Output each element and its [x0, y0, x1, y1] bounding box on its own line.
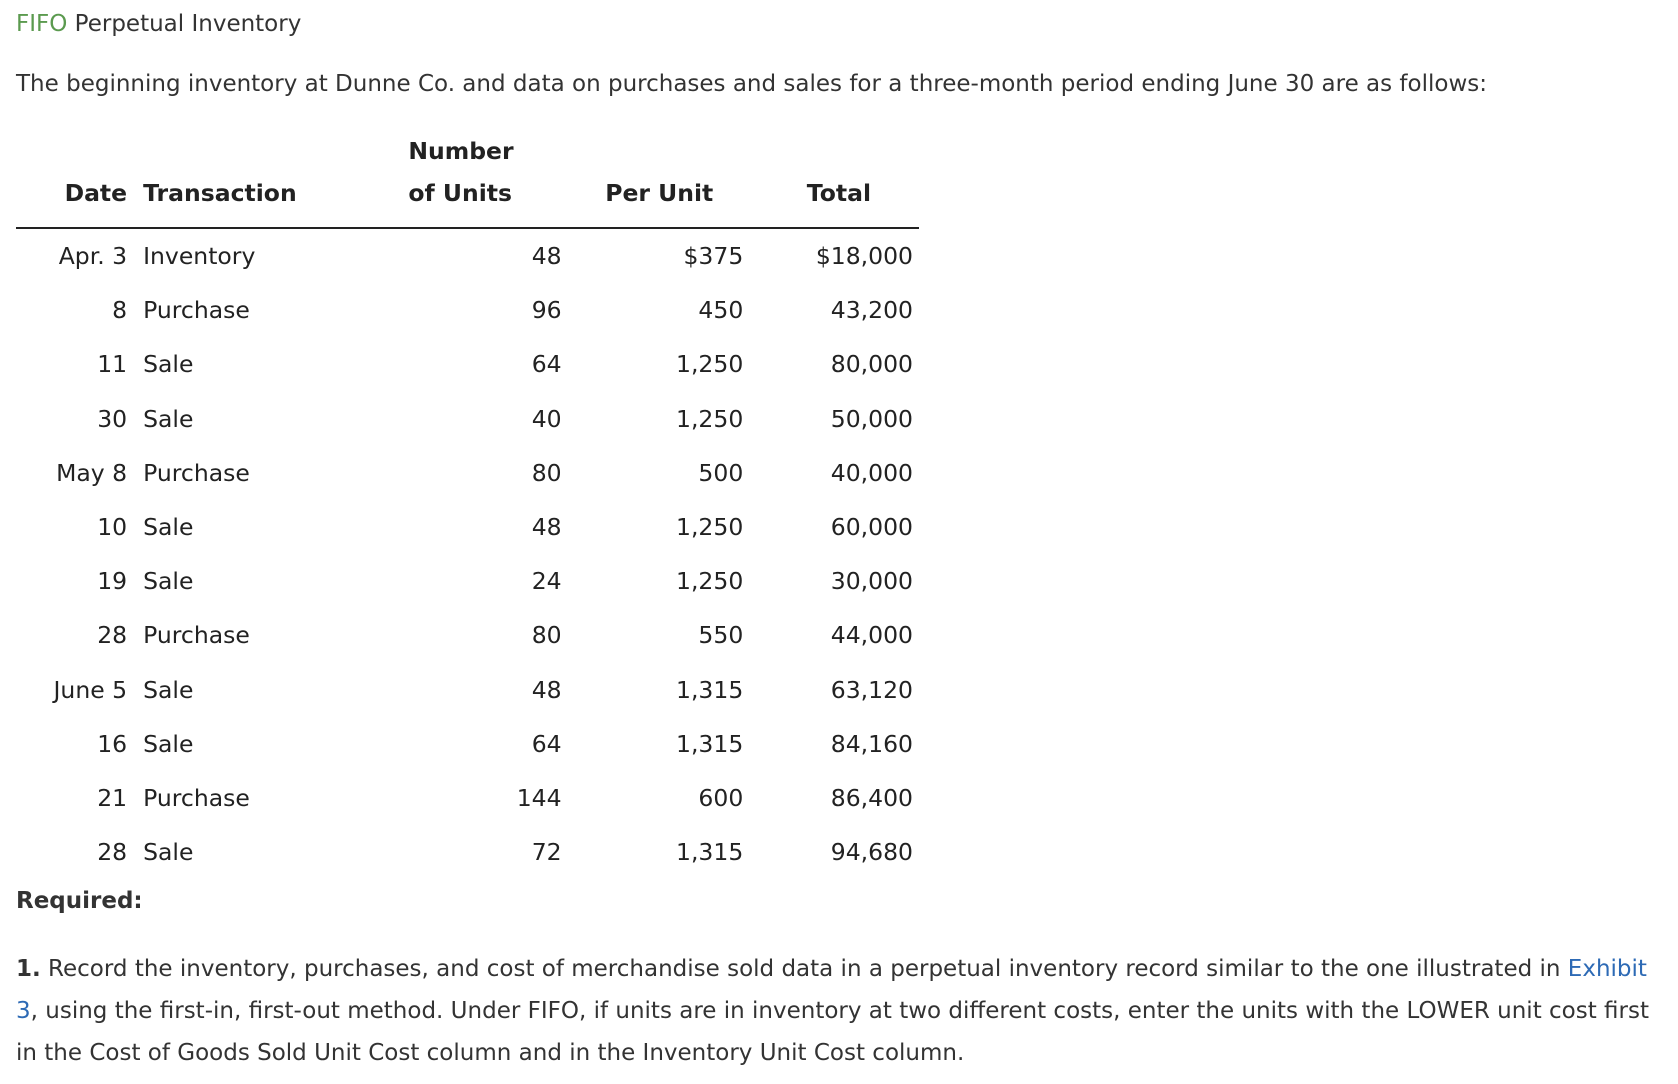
cell-date: 10 [97, 513, 128, 542]
cell-total: $18,000 [815, 242, 913, 271]
cell-transaction: Inventory [143, 242, 256, 271]
cell-total: 43,200 [830, 296, 913, 325]
cell-units: 96 [531, 296, 562, 325]
cell-total: 60,000 [830, 513, 913, 542]
cell-date: 8 [112, 296, 128, 325]
cell-transaction: Sale [143, 567, 194, 596]
cell-transaction: Purchase [143, 296, 250, 325]
cell-units: 80 [531, 621, 562, 650]
cell-transaction: Sale [143, 729, 194, 758]
cell-units: 80 [531, 458, 562, 487]
cell-transaction: Purchase [143, 621, 250, 650]
table-row [16, 283, 919, 337]
cell-per-unit: 1,250 [676, 404, 744, 433]
cell-total: 30,000 [830, 567, 913, 596]
cell-per-unit: 1,250 [676, 513, 744, 542]
cell-date: 21 [97, 783, 128, 812]
cell-units: 24 [531, 567, 562, 596]
cell-transaction: Sale [143, 513, 194, 542]
cell-per-unit: 1,315 [676, 838, 744, 867]
table-row [16, 392, 919, 446]
title-text: Perpetual Inventory [67, 11, 302, 37]
header-transaction: Transaction [143, 122, 366, 228]
table-row [16, 608, 919, 662]
cell-date: Apr. 3 [58, 242, 128, 271]
required-heading: Required: [16, 888, 143, 914]
cell-total: 80,000 [830, 350, 913, 379]
cell-units: 48 [531, 242, 562, 271]
cell-date: 16 [97, 729, 128, 758]
table-row [16, 663, 919, 717]
cell-total: 44,000 [830, 621, 913, 650]
cell-total: 40,000 [830, 458, 913, 487]
header-units-line1: Number [408, 137, 514, 165]
table-row [16, 337, 919, 391]
cell-total: 86,400 [830, 783, 913, 812]
cell-date: 11 [97, 350, 128, 379]
table-row [16, 717, 919, 771]
cell-total: 84,160 [830, 729, 913, 758]
table-header-row [16, 122, 919, 228]
cell-transaction: Sale [143, 675, 194, 704]
cell-per-unit: 1,250 [676, 350, 744, 379]
cell-date: 30 [97, 404, 128, 433]
cell-date: 28 [97, 838, 128, 867]
cell-per-unit: 450 [698, 296, 744, 325]
cell-date: May 8 [56, 458, 128, 487]
inventory-table [16, 122, 919, 879]
problem-title [16, 9, 301, 39]
cell-per-unit: 500 [698, 458, 744, 487]
cell-per-unit: 550 [698, 621, 744, 650]
cell-units: 64 [531, 350, 562, 379]
cell-per-unit: 1,315 [676, 729, 744, 758]
cell-per-unit: 1,315 [676, 675, 744, 704]
cell-units: 72 [531, 838, 562, 867]
table-row [16, 228, 919, 283]
table-row [16, 500, 919, 554]
header-units [366, 122, 561, 228]
header-date: Date [16, 122, 143, 228]
cell-units: 64 [531, 729, 562, 758]
cell-total: 63,120 [830, 675, 913, 704]
table-row [16, 771, 919, 825]
cell-units: 144 [516, 783, 562, 812]
cell-per-unit: 600 [698, 783, 744, 812]
cell-per-unit: 1,250 [676, 567, 744, 596]
cell-transaction: Sale [143, 404, 194, 433]
cell-total: 50,000 [830, 404, 913, 433]
header-total: Total [743, 122, 919, 228]
cell-units: 48 [531, 513, 562, 542]
requirement-paragraph [16, 948, 1676, 1074]
cell-per-unit: $375 [683, 242, 744, 271]
cell-date: 19 [97, 567, 128, 596]
table-row [16, 825, 919, 879]
intro-text: The beginning inventory at Dunne Co. and data on purchases and sales for a three-month period ending June 30 are as follows: [16, 71, 1488, 97]
exhibit-link[interactable]: Exhibit 3 [16, 956, 1647, 1024]
cell-total: 94,680 [830, 838, 913, 867]
table-row [16, 446, 919, 500]
cell-date: 28 [97, 621, 128, 650]
requirement-number: 1. [16, 956, 41, 982]
cell-date: June 5 [53, 675, 128, 704]
table-row [16, 554, 919, 608]
header-per-unit: Per Unit [562, 122, 744, 228]
cell-transaction: Purchase [143, 783, 250, 812]
cell-transaction: Purchase [143, 458, 250, 487]
cell-units: 48 [531, 675, 562, 704]
requirement-text-after: , using the first-in, first-out method. Under FIFO, if units are in inventory at two different costs, enter the units with the LOWER unit cost first in the Cost of Goods Sold Unit Cost column and in the Inventory Unit Cost column. [16, 998, 1649, 1066]
cell-transaction: Sale [143, 838, 194, 867]
requirement-text-before: Record the inventory, purchases, and cost of merchandise sold data in a perpetual inventory record similar to the one illustrated in [40, 956, 1568, 982]
header-units-line2: of Units [408, 179, 512, 207]
cell-transaction: Sale [143, 350, 194, 379]
cell-units: 40 [531, 404, 562, 433]
title-tag: FIFO [16, 11, 68, 37]
